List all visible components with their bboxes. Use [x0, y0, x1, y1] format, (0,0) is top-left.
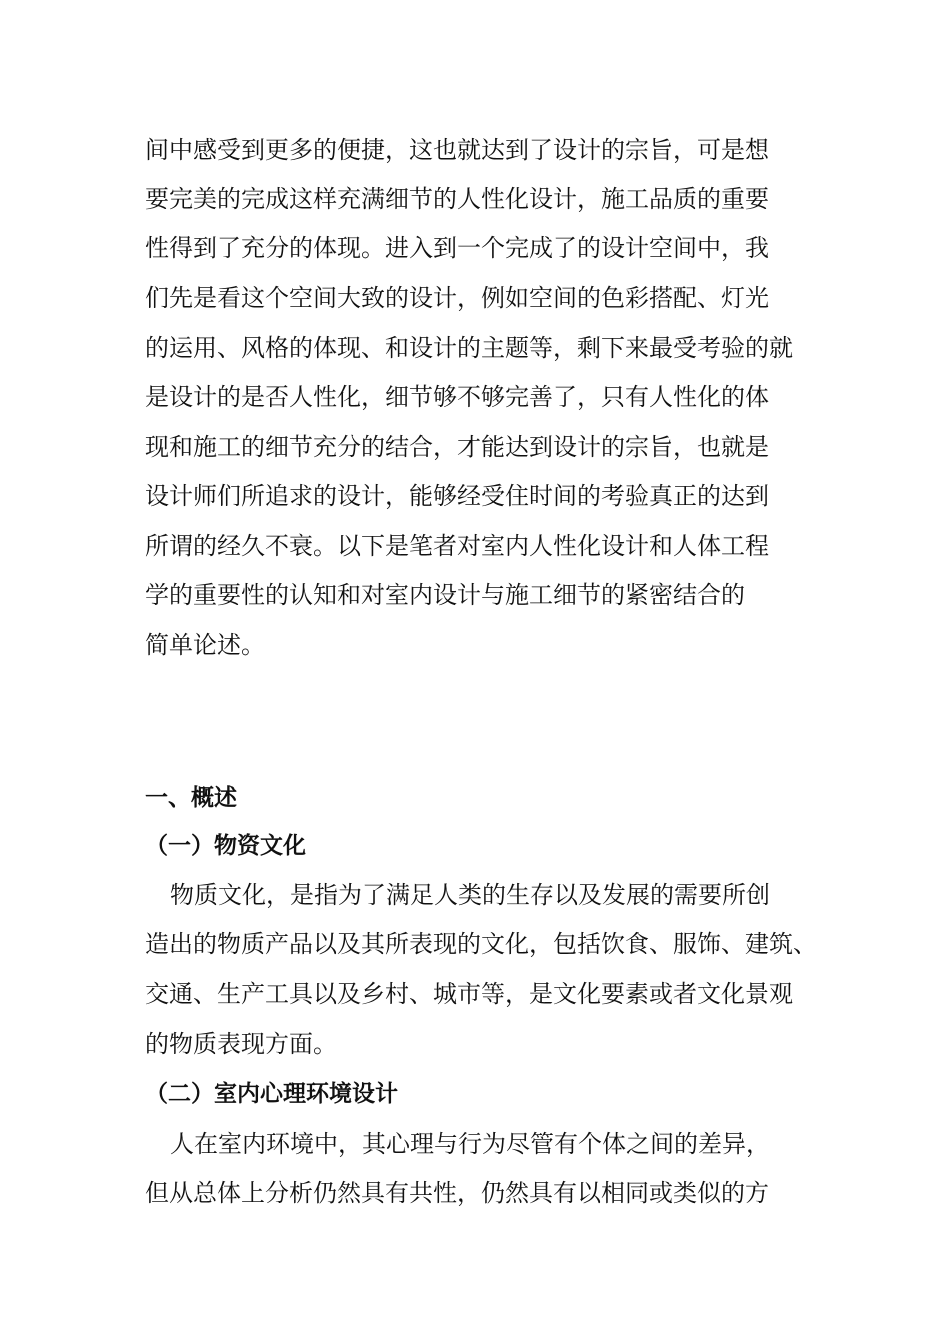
section-title: 一、概述 [145, 785, 237, 811]
intro-line-9: 所谓的经久不衰。以下是笔者对室内人性化设计和人体工程 [145, 532, 769, 560]
intro-line-5: 的运用、风格的体现、和设计的主题等，剩下来最受考验的就 [145, 334, 793, 362]
intro-line-11: 简单论述。 [145, 631, 265, 659]
subsection-1-line-2: 造出的物质产品以及其所表现的文化，包括饮食、服饰、建筑、 [145, 930, 817, 958]
intro-line-8: 设计师们所追求的设计，能够经受住时间的考验真正的达到 [145, 482, 769, 510]
subsection-1-line-4: 的物质表现方面。 [145, 1030, 337, 1058]
subsection-2-line-2: 但从总体上分析仍然具有共性，仍然具有以相同或类似的方 [145, 1179, 769, 1207]
subsection-1-line-1: 物质文化，是指为了满足人类的生存以及发展的需要所创 [170, 881, 770, 909]
subsection-1-title: （一）物资文化 [145, 833, 306, 859]
intro-line-6: 是设计的是否人性化，细节够不够完善了，只有人性化的体 [145, 383, 769, 411]
subsection-2-title: （二）室内心理环境设计 [145, 1081, 398, 1107]
intro-line-4: 们先是看这个空间大致的设计，例如空间的色彩搭配、灯光 [145, 284, 769, 312]
intro-line-7: 现和施工的细节充分的结合，才能达到设计的宗旨，也就是 [145, 433, 769, 461]
subsection-2-line-1: 人在室内环境中，其心理与行为尽管有个体之间的差异， [170, 1130, 770, 1158]
intro-line-10: 学的重要性的认知和对室内设计与施工细节的紧密结合的 [145, 581, 745, 609]
subsection-1-line-3: 交通、生产工具以及乡村、城市等，是文化要素或者文化景观 [145, 980, 793, 1008]
intro-line-3: 性得到了充分的体现。进入到一个完成了的设计空间中，我 [145, 234, 769, 262]
intro-line-2: 要完美的完成这样充满细节的人性化设计，施工品质的重要 [145, 185, 769, 213]
intro-line-1: 间中感受到更多的便捷，这也就达到了设计的宗旨，可是想 [145, 136, 769, 164]
